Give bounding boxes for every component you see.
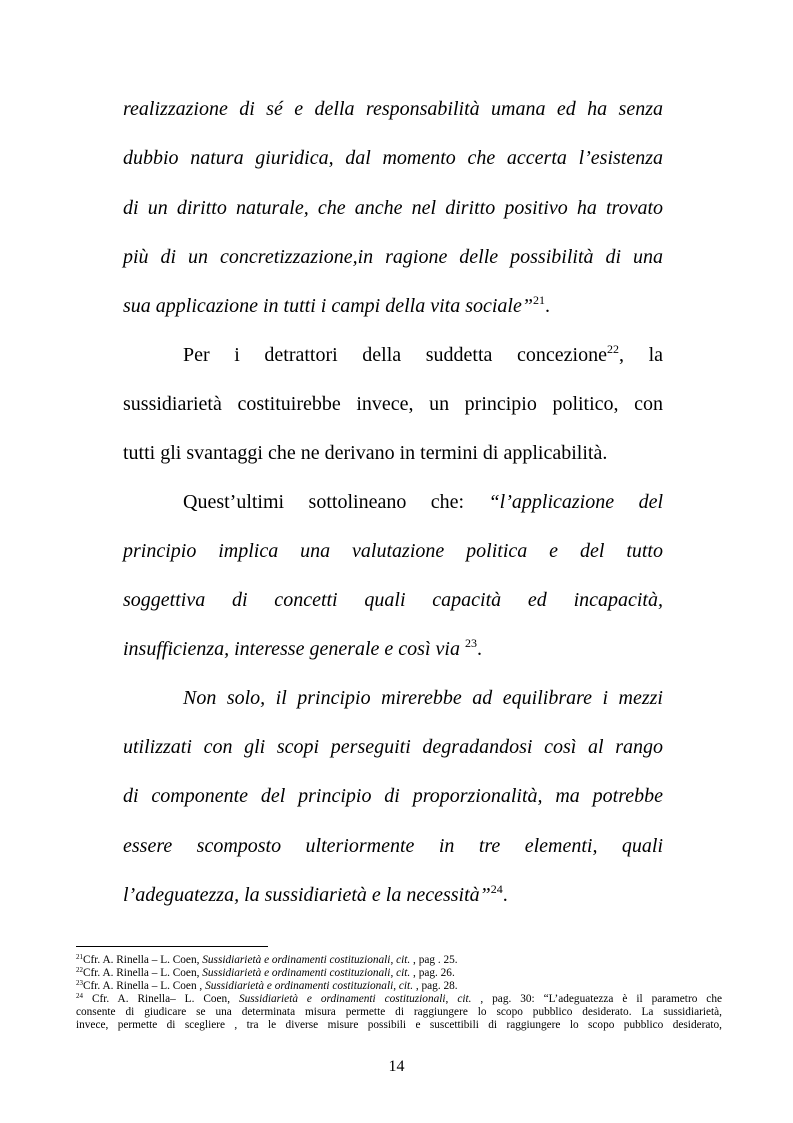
quote-text: insufficienza, interesse generale e così via: [123, 638, 460, 660]
footnote-continuation: consente di giudicare se una determinata misura permette di raggiungere lo scopo pubblico desiderato. La sussidiarietà,: [76, 1006, 722, 1018]
text-line: [123, 637, 663, 661]
text-line: essere scomposto ulteriormente in tre elementi, quali: [123, 835, 663, 857]
footnote: [76, 993, 722, 1006]
cit-abbrev: cit.: [396, 967, 411, 979]
text-segment: Quest’ultimi sottolineano che:: [183, 491, 489, 513]
text-line: [123, 883, 663, 907]
text-line: [123, 294, 663, 318]
book-title: Sussidiarietà e ordinamenti costituzionali: [202, 954, 391, 966]
punct: .: [502, 884, 508, 906]
footnote-number: 24: [76, 992, 83, 1000]
text-segment: , la: [618, 344, 663, 366]
footnote-text: Cfr. A. Rinella – L. Coen,: [83, 967, 203, 979]
footnote: [76, 954, 722, 967]
text-line: tutti gli svantaggi che ne derivano in termini di applicabilità.: [123, 442, 608, 464]
footnote: [76, 967, 722, 980]
quote-text: “l’applicazione del: [488, 491, 663, 513]
text-segment: Per i detrattori della suddetta concezione: [183, 344, 607, 366]
text-line: Non solo, il principio mirerebbe ad equilibrare i mezzi: [183, 687, 663, 709]
text-line: soggettiva di concetti quali capacità ed incapacità,: [123, 589, 663, 611]
punct: .: [476, 638, 482, 660]
footnote-text: Cfr. A. Rinella – L. Coen ,: [83, 980, 206, 992]
footnote-text: Cfr. A. Rinella – L. Coen,: [83, 954, 203, 966]
cit-abbrev: cit.: [457, 993, 472, 1005]
cit-abbrev: cit.: [398, 980, 414, 992]
text-line: [183, 343, 663, 367]
book-title: Sussidiarietà e ordinamenti costituzionali: [238, 993, 446, 1005]
book-title: Sussidiarietà e ordinamenti costituzionali: [205, 980, 394, 992]
footnote-number: 23: [76, 979, 83, 987]
text-line: principio implica una valutazione politica e del tutto: [123, 540, 663, 562]
footnote-text: ,: [390, 954, 397, 966]
footnote: [76, 980, 722, 993]
footnote-ref: 24: [490, 882, 503, 896]
footnote-number: 22: [76, 966, 83, 974]
text-line: più di un concretizzazione,in ragione delle possibilità di una: [123, 246, 663, 268]
book-title: Sussidiarietà e ordinamenti costituzionali: [202, 967, 391, 979]
text-line: di componente del principio di proporzionalità, ma potrebbe: [123, 785, 663, 807]
footnote-ref: 23: [464, 636, 477, 650]
text-line: sussidiarietà costituirebbe invece, un principio politico, con: [123, 393, 663, 415]
cit-abbrev: cit.: [396, 954, 411, 966]
text-line: [183, 490, 663, 514]
quote-text: sua applicazione in tutti i campi della vita sociale”: [123, 295, 533, 317]
footnote-text: ,: [390, 967, 397, 979]
footnote-text: , pag. 30: “L’adeguatezza è il parametro che: [471, 993, 722, 1005]
text-line: di un diritto naturale, che anche nel diritto positivo ha trovato: [123, 197, 663, 219]
footnote-text: ,: [393, 980, 399, 992]
page-number: 14: [388, 1058, 405, 1075]
footnote-text: ,: [445, 993, 458, 1005]
footnote-text: , pag. 26.: [410, 967, 455, 979]
text-line: dubbio natura giuridica, dal momento che accerta l’esistenza: [123, 147, 663, 169]
punct: .: [544, 295, 550, 317]
footnote-continuation: invece, permette di scegliere , tra le diverse misure possibili e suscettibili di raggiungere lo scopo pubblico desiderato,: [76, 1019, 722, 1031]
text-line: realizzazione di sé e della responsabilità umana ed ha senza: [123, 98, 663, 120]
footnote-text: Cfr. A. Rinella– L. Coen,: [83, 993, 239, 1005]
footnote-text: , pag . 25.: [410, 954, 458, 966]
footnote-number: 21: [76, 953, 83, 961]
footnote-ref: 21: [532, 293, 545, 307]
footnote-ref: 22: [606, 342, 619, 356]
footnote-separator: [76, 946, 268, 947]
text-line: utilizzati con gli scopi perseguiti degradandosi così al rango: [123, 736, 663, 758]
quote-text: l’adeguatezza, la sussidiarietà e la necessità”: [123, 884, 491, 906]
footnote-text: , pag. 28.: [413, 980, 458, 992]
